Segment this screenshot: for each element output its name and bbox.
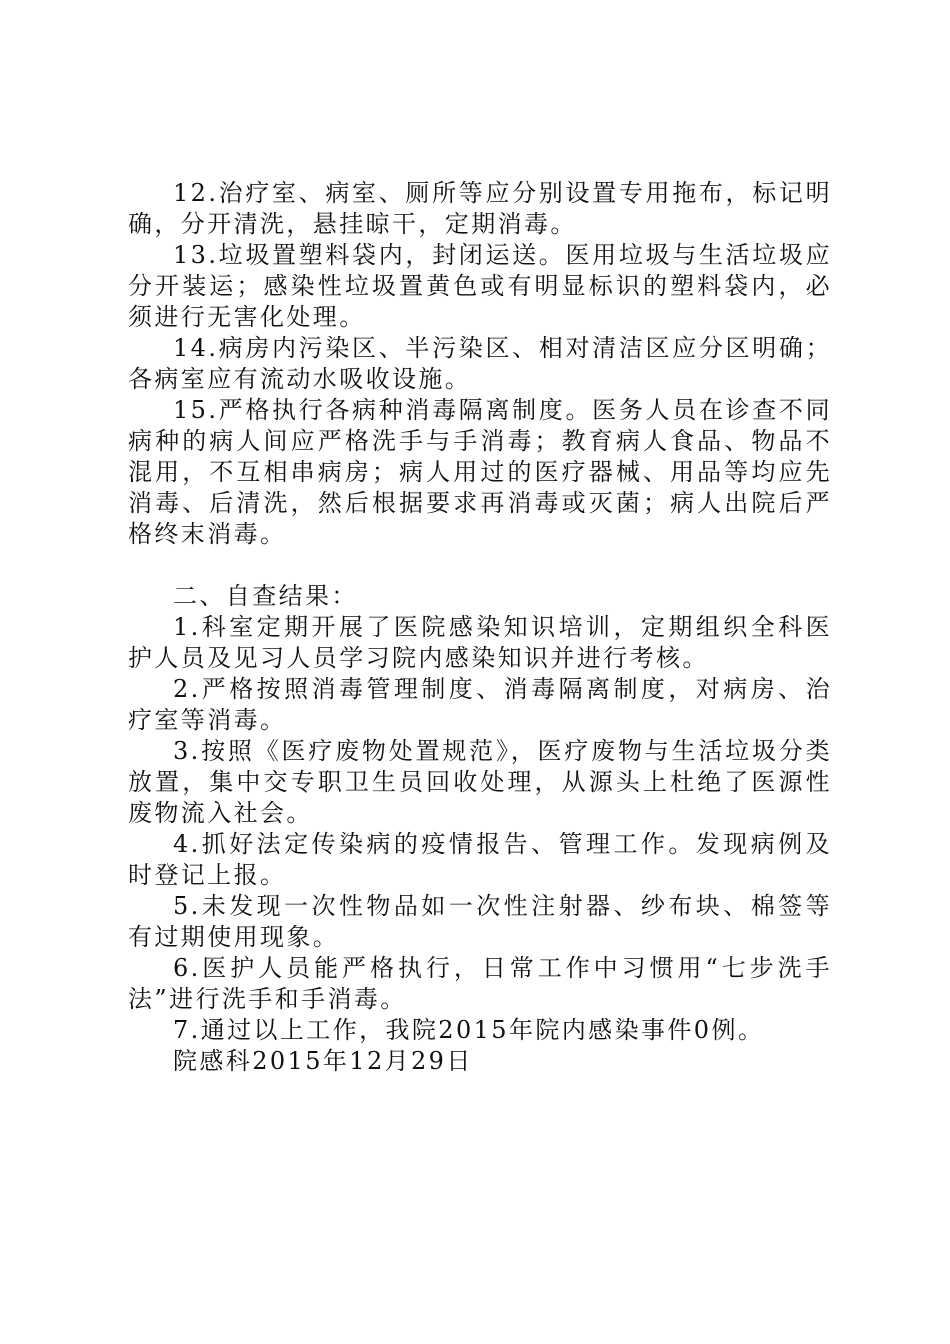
result-item-1: 1.科室定期开展了医院感染知识培训，定期组织全科医护人员及见习人员学习院内感染知识并进行考核。: [128, 613, 832, 672]
result-item-2: 2.严格按照消毒管理制度、消毒隔离制度，对病房、治疗室等消毒。: [128, 675, 832, 734]
paragraph-item-12: 12.治疗室、病室、厕所等应分别设置专用拖布，标记明确，分开清洗，悬挂晾干，定期消毒。: [128, 179, 832, 238]
document-body: [128, 178, 832, 1077]
result-item-4: 4.抓好法定传染病的疫情报告、管理工作。发现病例及时登记上报。: [128, 830, 832, 889]
result-item-6: 6.医护人员能严格执行，日常工作中习惯用“七步洗手法”进行洗手和手消毒。: [128, 954, 832, 1013]
paragraph-item-13: 13.垃圾置塑料袋内，封闭运送。医用垃圾与生活垃圾应分开装运；感染性垃圾置黄色或有明显标识的塑料袋内，必须进行无害化处理。: [128, 241, 832, 331]
section-heading: 二、自查结果：: [173, 582, 358, 610]
paragraph-item-14: 14.病房内污染区、半污染区、相对清洁区应分区明确；各病室应有流动水吸收设施。: [128, 334, 832, 393]
section-spacer: [128, 550, 832, 581]
result-item-5: 5.未发现一次性物品如一次性注射器、纱布块、棉签等有过期使用现象。: [128, 892, 832, 951]
signature-line: 院感科2015年12月29日: [173, 1047, 473, 1075]
result-item-7: 7.通过以上工作，我院2015年院内感染事件0例。: [173, 1016, 765, 1044]
paragraph-item-15: 15.严格执行各病种消毒隔离制度。医务人员在诊查不同病种的病人间应严格洗手与手消毒；教育病人食品、物品不混用，不互相串病房；病人用过的医疗器械、用品等均应先消毒、后清洗，然后根据要求再消毒或灭菌；病人出院后严格终末消毒。: [128, 396, 832, 548]
result-item-3: 3.按照《医疗废物处置规范》，医疗废物与生活垃圾分类放置，集中交专职卫生员回收处理，从源头上杜绝了医源性废物流入社会。: [128, 737, 832, 827]
